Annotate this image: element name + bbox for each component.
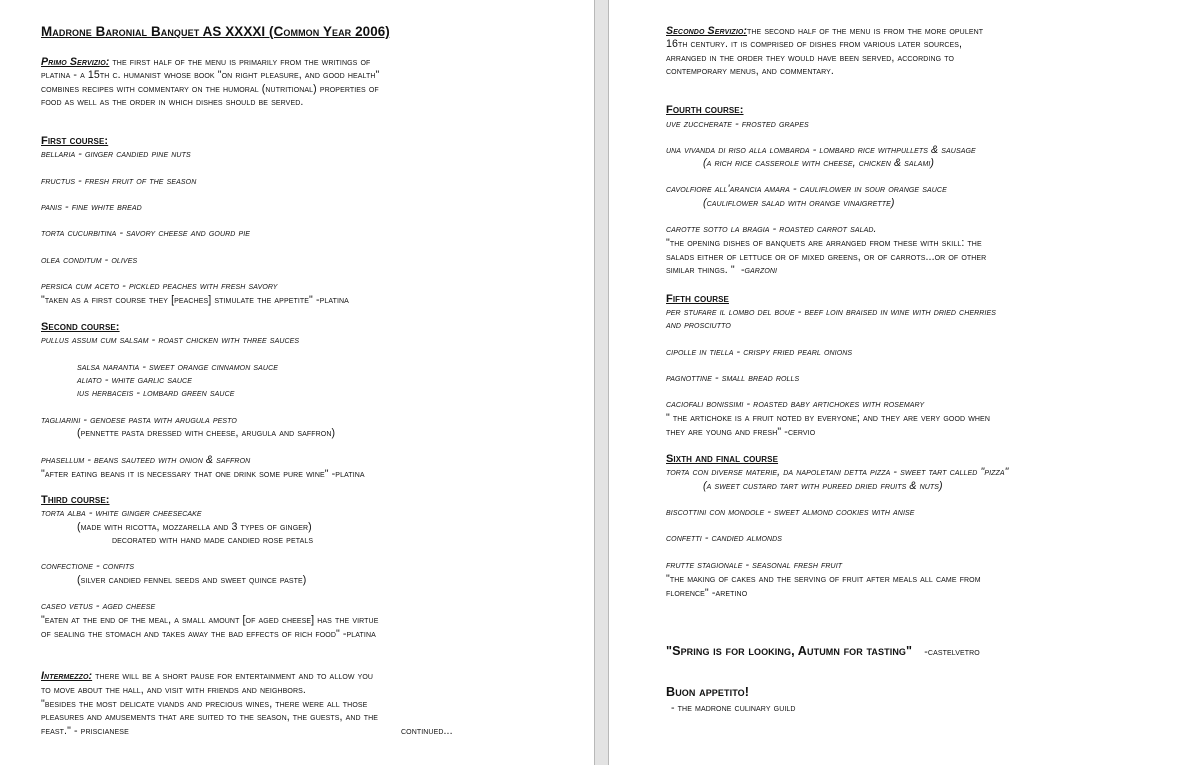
menu-item: caciofali bonissimi - roasted baby artichokes with rosemary xyxy=(666,398,925,410)
quote: "taken as a first course they [peaches] stimulate the appetite" -platina xyxy=(41,294,349,306)
closing-quote-line xyxy=(666,645,980,659)
quote: pleasures and amusements that are suited to the season, the guests, and the xyxy=(41,711,379,723)
left-page xyxy=(0,0,594,765)
menu-item: biscottini con mondole - sweet almond cookies with anise xyxy=(666,506,915,518)
item-note: (a rich rice casserole with cheese, chicken & salami) xyxy=(703,157,935,169)
quote: they are young and fresh" -cervio xyxy=(666,426,816,438)
primo-servizio-line-1: Primo Servizio: the first half of the menu is primarily from the writings of xyxy=(41,56,371,68)
menu-item: confetti - candied almonds xyxy=(666,532,783,544)
menu-item: una vivanda di riso alla lombarda - lombard rice withpullets & sausage xyxy=(666,144,976,156)
buon-appetito: Buon appetito! xyxy=(666,685,750,699)
menu-item: panis - fine white bread xyxy=(41,201,142,213)
item-note: decorated with hand made candied rose petals xyxy=(112,534,314,546)
menu-item: persica cum aceto - pickled peaches with fresh savory xyxy=(41,280,278,292)
intermezzo-label: Intermezzo: xyxy=(41,670,93,682)
menu-item: bellaria - ginger candied pine nuts xyxy=(41,148,191,160)
item-note: (cauliflower salad with orange vinaigrette) xyxy=(703,197,895,209)
primo-servizio-line-4: food as well as the order in which dishes should be served. xyxy=(41,96,304,108)
quote: feast." - priscianese xyxy=(41,725,129,737)
intermezzo-line-2: to move about the hall, and visit with friends and neighbors. xyxy=(41,684,306,696)
right-page xyxy=(609,0,1202,765)
fourth-course-heading: Fourth course: xyxy=(666,104,744,116)
sixth-course-heading: Sixth and final course xyxy=(666,453,779,465)
menu-item: torta cucurbitina - savory cheese and gourd pie xyxy=(41,227,251,239)
first-course-heading: First course: xyxy=(41,135,109,147)
menu-item: phasellum - beans sauteed with onion & saffron xyxy=(41,454,251,466)
menu-item: frutte stagionale - seasonal fresh fruit xyxy=(666,559,843,571)
menu-item: pullus assum cum salsam - roast chicken with three sauces xyxy=(41,334,300,346)
menu-item: cipolle in tiella - crispy fried pearl onions xyxy=(666,346,853,358)
quote: " the artichoke is a fruit noted by everyone; and they are very good when xyxy=(666,412,990,424)
quote-author: -castelvetro xyxy=(924,646,980,658)
document-title: Madrone Baronial Banquet AS XXXXI (Common Year 2006) xyxy=(41,24,390,39)
menu-item: torta alba - white ginger cheesecake xyxy=(41,507,202,519)
menu-item: confectione - confits xyxy=(41,560,135,572)
secondo-servizio-line-4: contemporary menus, and commentary. xyxy=(666,65,834,77)
item-note: (silver candied fennel seeds and sweet quince paste) xyxy=(77,574,307,586)
menu-item: torta con diverse materie, da napoletani detta pizza - sweet tart called "pizza" xyxy=(666,466,1009,478)
menu-item: tagliarini - genoese pasta with arugula pesto xyxy=(41,414,237,426)
item-note: (made with ricotta, mozzarella and 3 types of ginger) xyxy=(77,521,312,533)
sauce-item: salsa narantia - sweet orange cinnamon sauce xyxy=(77,361,279,373)
quote: salads either of lettuce or of mixed greens, or of carrots...or of other xyxy=(666,251,987,263)
secondo-servizio-line-1: Secondo Servizio:the second half of the menu is from the more opulent xyxy=(666,25,984,37)
menu-item: fructus - fresh fruit of the season xyxy=(41,175,197,187)
secondo-servizio-line-2: 16th century. it is comprised of dishes from various later sources, xyxy=(666,38,963,50)
quote: "the opening dishes of banquets are arranged from these with skill: the xyxy=(666,237,982,249)
menu-item: uve zuccherate - frosted grapes xyxy=(666,118,809,130)
quote: similar things. " -garzoni xyxy=(666,264,778,276)
primo-servizio-label: Primo Servizio: xyxy=(41,56,110,68)
secondo-servizio-label: Secondo Servizio: xyxy=(666,25,748,37)
quote: "after eating beans it is necessary that one drink some pure wine" -platina xyxy=(41,468,365,480)
second-course-heading: Second course: xyxy=(41,321,120,333)
item-note: (a sweet custard tart with pureed dried fruits & nuts) xyxy=(703,480,943,492)
sauce-item: ius herbaceis - lombard green sauce xyxy=(77,387,235,399)
fifth-course-heading: Fifth course xyxy=(666,293,729,305)
secondo-servizio-line-3: arranged in the order they would have been served, according to xyxy=(666,52,954,64)
primo-servizio-line-2: platina - a 15th c. humanist whose book "on right pleasure, and good health" xyxy=(41,69,380,81)
quote: of sealing the stomach and takes away the bad effects of rich food" -platina xyxy=(41,628,376,640)
intermezzo-line-1: Intermezzo: there will be a short pause for entertainment and to allow you xyxy=(41,670,374,682)
continued-label: continued... xyxy=(401,725,453,737)
menu-item: carotte sotto la bragia - roasted carrot salad. xyxy=(666,223,877,235)
quote: florence" -aretino xyxy=(666,587,748,599)
menu-item: cavolfiore all'arancia amara - cauliflower in sour orange sauce xyxy=(666,183,947,195)
item-note: (pennette pasta dressed with cheese, arugula and saffron) xyxy=(77,427,336,439)
page-divider xyxy=(594,0,609,765)
signature: - the madrone culinary guild xyxy=(671,702,796,714)
menu-item: per stufare il lombo del boue - beef loin braised in wine with dried cherries xyxy=(666,306,997,318)
menu-item: olea conditum - olives xyxy=(41,254,138,266)
closing-quote: "Spring is for looking, Autumn for tasting" xyxy=(666,644,913,658)
quote: "the making of cakes and the serving of fruit after meals all came from xyxy=(666,573,981,585)
sauce-item: aliato - white garlic sauce xyxy=(77,374,192,386)
quote: "besides the most delicate viands and precious wines, there were all those xyxy=(41,698,368,710)
quote-author: -garzoni xyxy=(740,264,778,276)
primo-servizio-line-3: combines recipes with commentary on the humoral (nutritional) properties of xyxy=(41,83,379,95)
menu-item: caseo vetus - aged cheese xyxy=(41,600,156,612)
quote: "eaten at the end of the meal, a small amount [of aged cheese] has the virtue xyxy=(41,614,379,626)
menu-item: and prosciutto xyxy=(666,319,731,331)
menu-item: pagnottine - small bread rolls xyxy=(666,372,800,384)
third-course-heading: Third course: xyxy=(41,494,110,506)
